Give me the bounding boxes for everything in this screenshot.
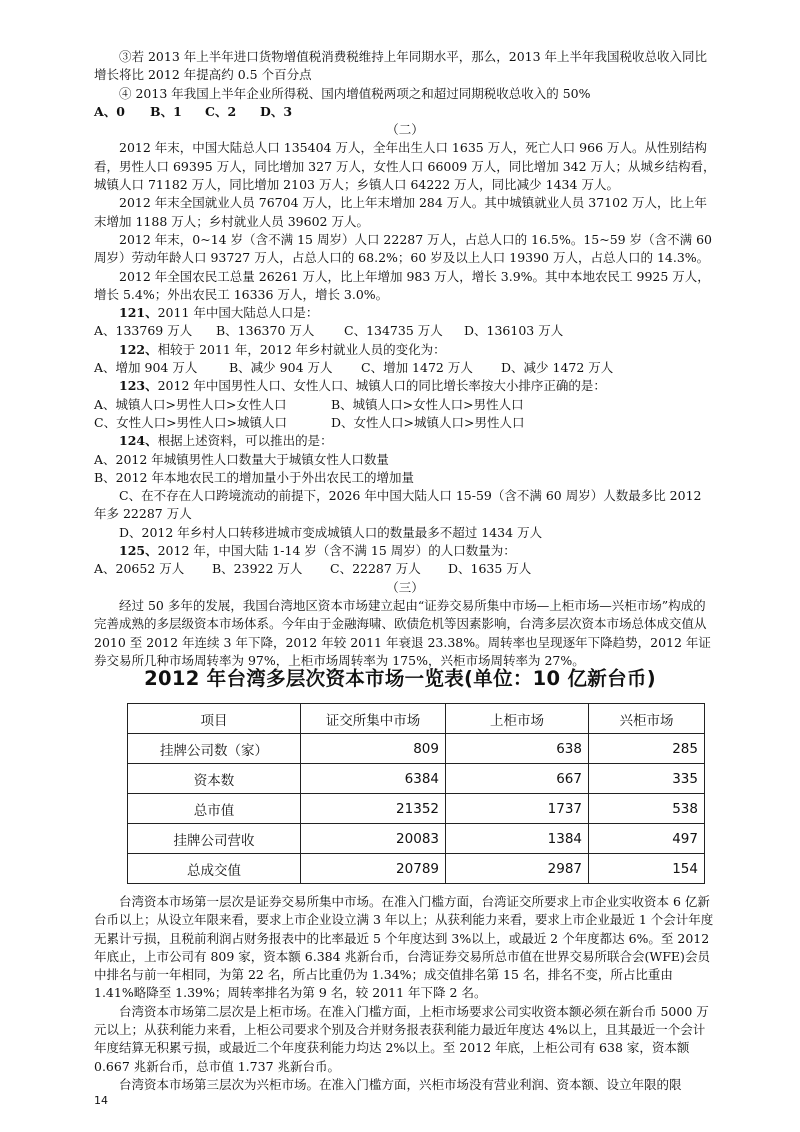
question-124 [94, 432, 716, 450]
question-123-options-ab [94, 396, 716, 414]
option-d: D、减少 1472 万人 [501, 360, 614, 376]
section-2-para-1: 2012 年末，中国大陆总人口 135404 万人，全年出生人口 1635 万人，死亡人口 966 万人。从性别结构看，男性人口 69395 万人，同比增加 327 万人，女性人口 66009 万人，同比增加 342 万人；从城乡结构看，城镇人口 71182 万人，同比增加 2103 万人；乡镇人口 64222 万人，同比减少 1434 万人。 [94, 140, 716, 193]
question-121 [94, 304, 716, 322]
option-c: C、在不存在人口跨境流动的前提下，2026 年中国大陆人口 15-59（含不满 60 周岁）人数最多比 2012 年多 22287 万人 [94, 488, 702, 522]
table-cell: 285 [589, 734, 705, 764]
option-c: C、2 [205, 103, 237, 119]
section-3-para-3: 台湾资本市场第三层次为兴柜市场。在准入门槛方面，兴柜市场没有营业利润、资本额、设立年限的限 [119, 1076, 682, 1092]
option-d: D、1635 万人 [448, 561, 532, 577]
table-row [128, 734, 705, 764]
question-122-options [94, 359, 716, 377]
column-header: 上柜市场 [446, 704, 589, 734]
option-a: A、0 [94, 103, 125, 119]
question-number: 122、 [119, 341, 158, 357]
question-stem: 相较于 2011 年，2012 年乡村就业人员的变化为： [157, 341, 446, 357]
question-stem: 2012 年，中国大陆 1-14 岁（含不满 15 周岁）的人口数量为： [157, 543, 516, 559]
section-2-para-3: 2012 年末，0~14 岁（含不满 15 周岁）人口 22287 万人，占总人口的 16.5%。15~59 岁（含不满 60 周岁）劳动年龄人口 93727 万人，占总人口的 68.2%；60 岁及以上人口 19390 万人，占总人口的 14.3%。 [94, 231, 712, 266]
section-3-para-2: 台湾资本市场第二层次是上柜市场。在准入门槛方面，上柜市场要求公司实收资本额必须在新台币 5000 万元以上；从获利能力来看，上柜公司要求个别及合并财务报表获利能力最近年度达 4%以上，且其最近一个会计年度结算无积累亏损，或最近二个年度获利能力均达 2%以上。至 2012 年底，上柜公司有 638 家，资本额 0.667 兆新台币，总市值 1.737 兆新台币。 [94, 1003, 709, 1074]
page-content [94, 48, 716, 670]
option-a: A、增加 904 万人 [94, 360, 198, 376]
option-d: D、136103 万人 [464, 323, 564, 339]
capital-market-table [127, 703, 705, 884]
table-cell: 21352 [301, 794, 446, 824]
option-d: D、女性人口>城镇人口>男性人口 [331, 414, 525, 430]
table-cell: 809 [301, 734, 446, 764]
table-header-row [128, 704, 705, 734]
table-cell: 1737 [446, 794, 589, 824]
table-cell: 154 [589, 854, 705, 884]
table-row [128, 854, 705, 884]
question-stem: 2011 年中国大陆总人口是： [157, 305, 319, 321]
option-b: B、减少 904 万人 [229, 360, 333, 376]
statement-3: ③若 2013 年上半年进口货物增值税消费税维持上年同期水平，那么，2013 年上半年我国税收总收入同比增长将比 2012 年提高约 0.5 个百分点 [94, 49, 708, 83]
option-c: C、增加 1472 万人 [361, 360, 473, 376]
question-123-options-cd [94, 414, 716, 432]
question-121-options [94, 322, 716, 340]
table-title: 2012 年台湾多层次资本市场一览表(单位：10 亿新台币) [144, 667, 656, 690]
table-cell: 20083 [301, 824, 446, 854]
option-a: A、城镇人口>男性人口>女性人口 [94, 396, 287, 412]
section-3-body [94, 893, 716, 1094]
table-row [128, 824, 705, 854]
page-number: 14 [94, 1094, 108, 1107]
question-number: 121、 [119, 305, 158, 321]
statement-4: ④ 2013 年我国上半年企业所得税、国内增值税两项之和超过同期税收总收入的 50% [119, 85, 591, 101]
table-cell: 538 [589, 794, 705, 824]
row-label: 挂牌公司营收 [128, 824, 301, 854]
option-b: B、城镇人口>女性人口>男性人口 [331, 396, 524, 412]
question-number: 125、 [119, 543, 158, 559]
question-stem: 2012 年中国男性人口、女性人口、城镇人口的同比增长率按大小排序正确的是： [157, 378, 606, 394]
option-b: B、2012 年本地农民工的增加量小于外出农民工的增加量 [94, 469, 414, 485]
question-125 [94, 542, 716, 560]
section-2-heading: （二） [386, 122, 424, 138]
row-label: 总成交值 [128, 854, 301, 884]
option-d: D、3 [260, 103, 293, 119]
section-3-heading: （三） [386, 579, 424, 595]
option-c: C、女性人口>男性人口>城镇人口 [94, 414, 288, 430]
table-cell: 335 [589, 764, 705, 794]
row-label: 挂牌公司数（家） [128, 734, 301, 764]
table-row [128, 794, 705, 824]
option-d: D、2012 年乡村人口转移进城市变成城镇人口的数量最多不超过 1434 万人 [119, 524, 543, 540]
row-label: 总市值 [128, 794, 301, 824]
option-b: B、136370 万人 [216, 323, 315, 339]
section-2-para-2: 2012 年末全国就业人员 76704 万人，比上年末增加 284 万人。其中城镇就业人员 37102 万人，比上年末增加 1188 万人；乡村就业人员 39602 万人。 [94, 195, 708, 229]
table-cell: 1384 [446, 824, 589, 854]
answer-options [94, 103, 716, 121]
question-number: 123、 [119, 378, 158, 394]
question-123 [94, 377, 716, 395]
section-3-para-1: 台湾资本市场第一层次是证券交易所集中市场。在准入门槛方面，台湾证交所要求上市企业实收资本 6 亿新台币以上；从设立年限来看，要求上市企业设立满 3 年以上；从获利能力来看，要求上市企业最近 1 个会计年度无累计亏损，且税前利润占财务报表中的比率最近 5 个年度达到 3%以上，或最近 2 个年度都达 6%。至 2012 年底止，上市公司有 809 家，资本额 6.384 兆新台币，台湾证券交易所总市值在世界交易所联合会(WFE)会员中排名与前一年相同，为第 22 名，所占比重仍为 1.34%；成交值排名第 15 名，排名不变，所占比重由 1.41%略降至 1.39%；周转率排名为第 9 名，较 2011 年下降 2 名。 [94, 894, 714, 1001]
table-cell: 20789 [301, 854, 446, 884]
section-3-intro: 经过 50 多年的发展，我国台湾地区资本市场建立起由“证券交易所集中市场—上柜市场—兴柜市场”构成的完善成熟的多层级资本市场体系。今年由于金融海啸、欧债危机等因素影响，台湾多层次资本市场总体成交值从 2010 至 2012 年连续 3 年下降，2012 年较 2011 年衰退 23.38%。周转率也呈现逐年下降趋势，2012 年证券交易所几种市场周转率为 97%，上柜市场周转率为 175%，兴柜市场周转率为 27%。 [94, 597, 711, 668]
question-122 [94, 341, 716, 359]
column-header: 证交所集中市场 [301, 704, 446, 734]
option-a: A、2012 年城镇男性人口数量大于城镇女性人口数量 [94, 451, 389, 467]
option-c: C、22287 万人 [330, 561, 421, 577]
table-row [128, 764, 705, 794]
option-a: A、20652 万人 [94, 561, 185, 577]
question-number: 124、 [119, 433, 158, 449]
table-cell: 6384 [301, 764, 446, 794]
column-header: 兴柜市场 [589, 704, 705, 734]
table-cell: 667 [446, 764, 589, 794]
option-c: C、134735 万人 [344, 323, 443, 339]
column-header: 项目 [128, 704, 301, 734]
section-2-para-4: 2012 年全国农民工总量 26261 万人，比上年增加 983 万人，增长 3.9%。其中本地农民工 9925 万人，增长 5.4%；外出农民工 16336 万人，增长 3.0%。 [94, 268, 710, 302]
option-a: A、133769 万人 [94, 323, 193, 339]
table-cell: 638 [446, 734, 589, 764]
table-block [0, 655, 800, 884]
question-125-options [94, 560, 716, 578]
table-cell: 2987 [446, 854, 589, 884]
option-b: B、1 [150, 103, 182, 119]
question-stem: 根据上述资料，可以推出的是： [157, 433, 333, 449]
table-cell: 497 [589, 824, 705, 854]
option-b: B、23922 万人 [212, 561, 303, 577]
row-label: 资本数 [128, 764, 301, 794]
